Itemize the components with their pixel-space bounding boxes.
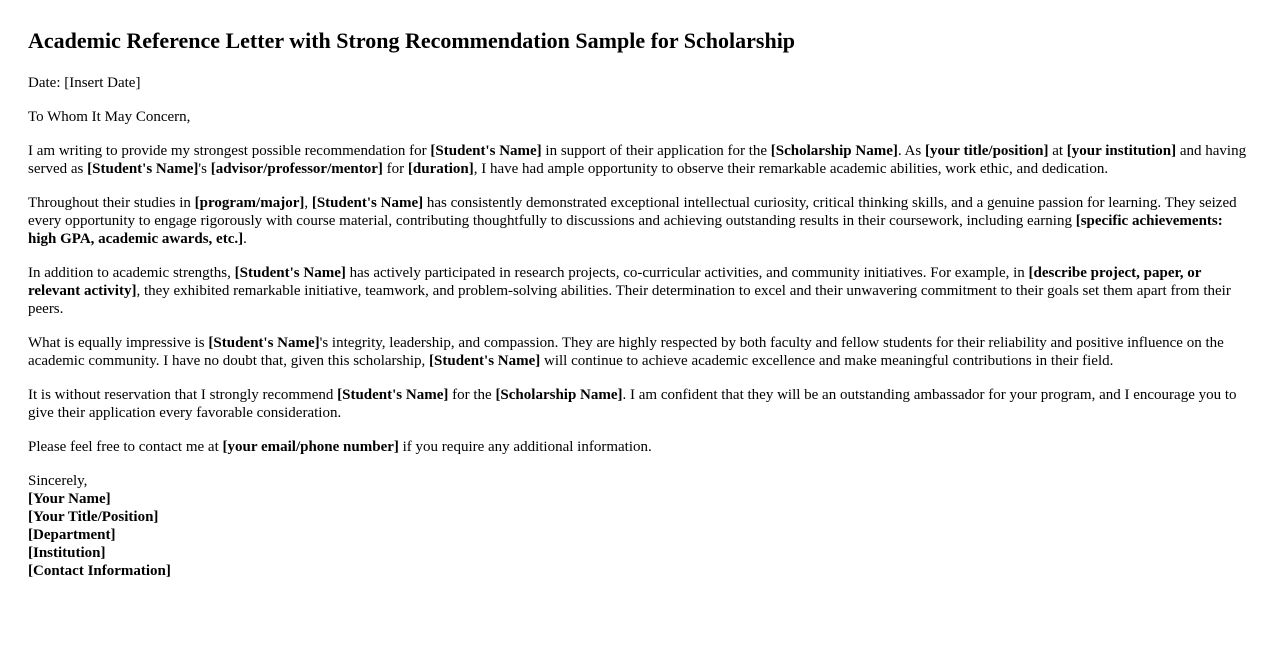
text: has consistently demonstrated exceptional intellectual curiosity, critical thinking skills, and a genuine passion for learning. They seized every opportunity to engage rigorously with course material, contributing thoughtfully to discussions and achieving outstanding results in their coursework, including earning — [28, 195, 1237, 229]
placeholder-scholarship-name: [Scholarship Name] — [770, 143, 898, 159]
page-title: Academic Reference Letter with Strong Recommendation Sample for Scholarship — [28, 28, 796, 53]
placeholder-student-name: [Student's Name] — [337, 387, 449, 403]
placeholder-your-title: [your title/position] — [924, 143, 1049, 159]
letter-salutation: To Whom It May Concern, — [28, 109, 191, 125]
text: . As — [897, 143, 925, 159]
signature-institution: [Institution] — [28, 545, 106, 561]
text: , they exhibited remarkable initiative, teamwork, and problem-solving abilities. Their determination to excel and their unwavering commitment to their goals set them apart from their peers. — [28, 283, 1231, 317]
text: for the — [448, 387, 496, 403]
text: and having served as — [28, 143, 1247, 177]
text: , — [304, 195, 312, 211]
text: has actively participated in research projects, co-curricular activities, and community initiatives. For example, in — [345, 265, 1029, 281]
placeholder-achievements: [specific achievements: high GPA, academic awards, etc.] — [28, 213, 1223, 247]
signature-department: [Department] — [28, 527, 116, 543]
paragraph-activities — [28, 264, 1250, 318]
text: . — [243, 231, 247, 247]
text: I am writing to provide my strongest possible recommendation for — [28, 143, 431, 159]
letter-closing — [28, 472, 1250, 580]
placeholder-contact: [your email/phone number] — [222, 439, 399, 455]
text: in support of their application for the — [541, 143, 771, 159]
placeholder-student-name: [Student's Name] — [208, 335, 320, 351]
letter-date: Date: [Insert Date] — [28, 75, 141, 91]
text: for — [382, 161, 408, 177]
paragraph-introduction — [28, 142, 1250, 178]
placeholder-student-name: [Student's Name] — [429, 353, 541, 369]
text: 's integrity, leadership, and compassion. They are highly respected by both faculty and fellow students for their reliability and positive influence on the academic community. I have no doubt that, given this scholarship, — [28, 335, 1224, 369]
placeholder-your-institution: [your institution] — [1066, 143, 1177, 159]
placeholder-student-name: [Student's Name] — [234, 265, 346, 281]
text: will continue to achieve academic excellence and make meaningful contributions in their field. — [540, 353, 1114, 369]
text: What is equally impressive is — [28, 335, 209, 351]
text: if you require any additional information. — [398, 439, 652, 455]
paragraph-contact — [28, 438, 1250, 456]
placeholder-program: [program/major] — [194, 195, 305, 211]
signature-title: [Your Title/Position] — [28, 509, 159, 525]
placeholder-scholarship-name: [Scholarship Name] — [495, 387, 623, 403]
text: . I am confident that they will be an outstanding ambassador for your program, and I encourage you to give their application every favorable consideration. — [28, 387, 1237, 421]
placeholder-student-name: [Student's Name] — [87, 161, 199, 177]
text: at — [1048, 143, 1067, 159]
text: Throughout their studies in — [28, 195, 195, 211]
paragraph-studies — [28, 194, 1250, 248]
text: , I have had ample opportunity to observe their remarkable academic abilities, work ethic, and dedication. — [473, 161, 1109, 177]
placeholder-project: [describe project, paper, or relevant activity] — [28, 265, 1202, 299]
signature-contact: [Contact Information] — [28, 563, 171, 579]
placeholder-student-name: [Student's Name] — [430, 143, 542, 159]
text: 's — [198, 161, 211, 177]
text: It is without reservation that I strongly recommend — [28, 387, 338, 403]
placeholder-role: [advisor/professor/mentor] — [210, 161, 383, 177]
placeholder-student-name: [Student's Name] — [311, 195, 424, 211]
text: In addition to academic strengths, — [28, 265, 235, 281]
text: Please feel free to contact me at — [28, 439, 223, 455]
paragraph-recommendation — [28, 386, 1250, 422]
placeholder-duration: [duration] — [407, 161, 474, 177]
sign-off: Sincerely, — [28, 473, 88, 489]
signature-name: [Your Name] — [28, 491, 111, 507]
paragraph-character — [28, 334, 1250, 370]
